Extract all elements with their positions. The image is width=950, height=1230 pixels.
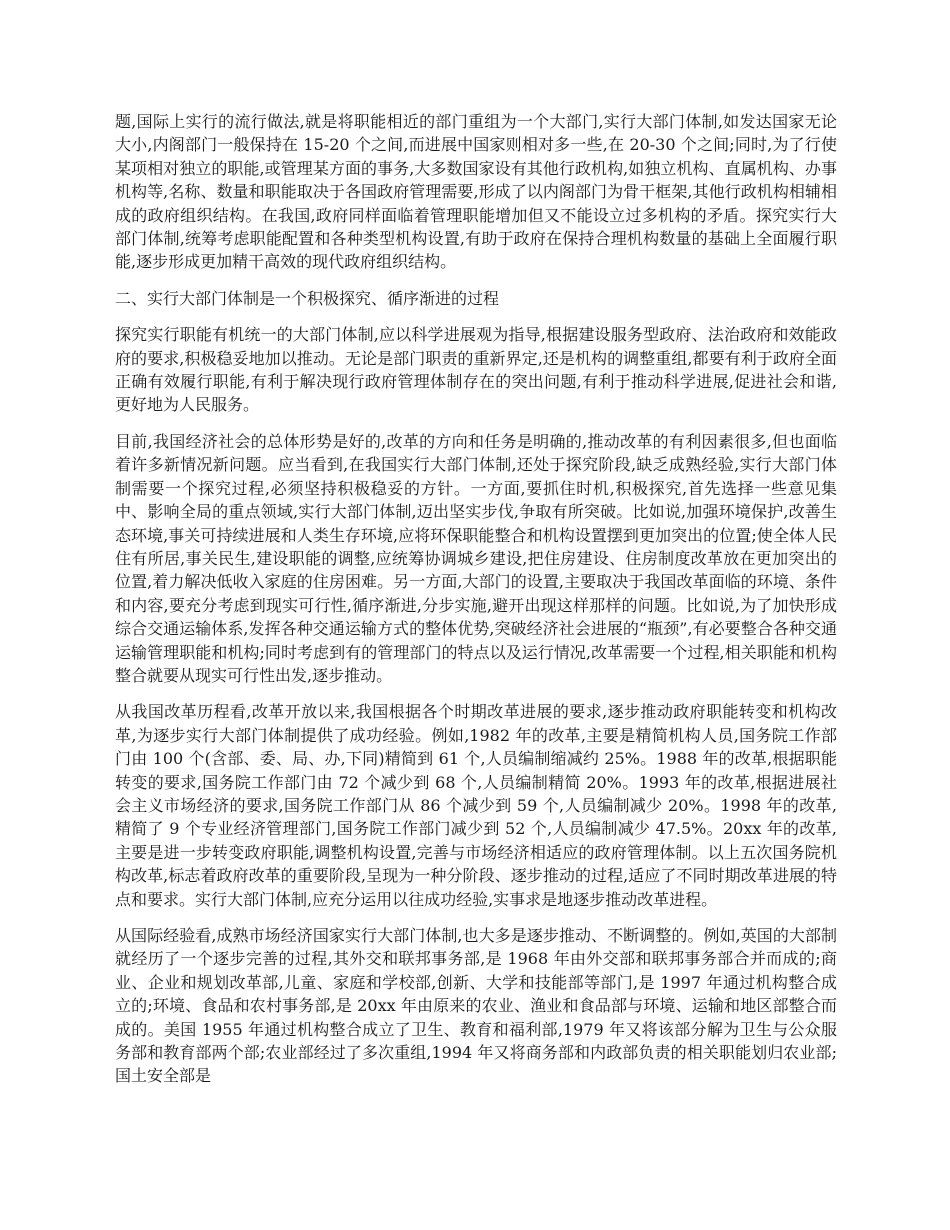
paragraph-5: 从国际经验看,成熟市场经济国家实行大部门体制,也大多是逐步推动、不断调整的。例如,英国的大部制就经历了一个逐步完善的过程,其外交和联邦事务部,是 1968 年由外交部和联邦事务部合并而成的;商业、企业和规划改革部,儿童、家庭和学校部,创新、大学和技能部等部门,是 1997 年通过机构整合成立的;环境、食品和农村事务部,是 20xx 年由原来的农业、渔业和食品部与环境、运输和地区部整合而成的。美国 1955 年通过机构整合成立了卫生、教育和福利部,1979 年又将该部分解为卫生与公众服务部和教育部两个部;农业部经过了多次重组,1994 年又将商务部和内政部负责的相关职能划归农业部;国土安全部是 — [115, 926, 837, 1086]
section-heading-2: 二、实行大部门体制是一个积极探究、循序渐进的过程 — [115, 288, 500, 308]
paragraph-4: 从我国改革历程看,改革开放以来,我国根据各个时期改革进展的要求,逐步推动政府职能转变和机构改革,为逐步实行大部门体制提供了成功经验。例如,1982 年的改革,主要是精简机构人员,国务院工作部门由 100 个(含部、委、局、办,下同)精简到 61 个,人员编制缩减约 25%。1988 年的改革,根据职能转变的要求,国务院工作部门由 72 个减少到 68 个,人员编制精简 20%。1993 年的改革,根据进展社会主义市场经济的要求,国务院工作部门从 86 个减少到 59 个,人员编制减少 20%。1998 年的改革,精简了 9 个专业经济管理部门,国务院工作部门减少到 52 个,人员编制减少 47.5%。20xx 年的改革,主要是进一步转变政府职能,调整机构设置,完善与市场经济相适应的政府管理体制。以上五次国务院机构改革,标志着政府改革的重要阶段,呈现为一种分阶段、逐步推动的过程,适应了不同时期改革进展的特点和要求。实行大部门体制,应充分运用以往成功经验,实事求是地逐步推动改革进程。 — [115, 702, 837, 909]
paragraph-1: 题,国际上实行的流行做法,就是将职能相近的部门重组为一个大部门,实行大部门体制,如发达国家无论大小,内阁部门一般保持在 15-20 个之间,而进展中国家则相对多一些,在 20-30 个之间;同时,为了行使某项相对独立的职能,或管理某方面的事务,大多数国家设有其他行政机构,如独立机构、直属机构、办事机构等,名称、数量和职能取决于各国政府管理需要,形成了以内阁部门为骨干框架,其他行政机构相辅相成的政府组织结构。在我国,政府同样面临着管理职能增加但又不能设立过多机构的矛盾。探究实行大部门体制,统筹考虑职能配置和各种类型机构设置,有助于政府在保持合理机构数量的基础上全面履行职能,逐步形成更加精干高效的现代政府组织结构。 — [115, 112, 837, 272]
document-body — [115, 110, 837, 1101]
paragraph-3: 目前,我国经济社会的总体形势是好的,改革的方向和任务是明确的,推动改革的有利因素很多,但也面临着许多新情况新问题。应当看到,在我国实行大部门体制,还处于探究阶段,缺乏成熟经验,实行大部门体制需要一个探究过程,必须坚持积极稳妥的方针。一方面,要抓住时机,积极探究,首先选择一些意见集中、影响全局的重点领域,实行大部门体制,迈出坚实步伐,争取有所突破。比如说,加强环境保护,改善生态环境,事关可持续进展和人类生存环境,应将环保职能整合和机构设置摆到更加突出的位置;使全体人民住有所居,事关民生,建设职能的调整,应统筹协调城乡建设,把住房建设、住房制度改革放在更加突出的位置,着力解决低收入家庭的住房困难。另一方面,大部门的设置,主要取决于我国改革面临的环境、条件和内容,要充分考虑到现实可行性,循序渐进,分步实施,避开出现这样那样的问题。比如说,为了加快形成综合交通运输体系,发挥各种交通运输方式的整体优势,突破经济社会进展的“瓶颈”,有必要整合各种交通运输管理职能和机构;同时考虑到有的管理部门的特点以及运行情况,改革需要一个过程,相关职能和机构整合就要从现实可行性出发,逐步推动。 — [115, 431, 837, 685]
paragraph-2: 探究实行职能有机统一的大部门体制,应以科学进展观为指导,根据建设服务型政府、法治政府和效能政府的要求,积极稳妥地加以推动。无论是部门职责的重新界定,还是机构的调整重组,都要有利于政府全面正确有效履行职能,有利于解决现行政府管理体制存在的突出问题,有利于推动科学进展,促进社会和谐,更好地为人民服务。 — [115, 325, 837, 415]
